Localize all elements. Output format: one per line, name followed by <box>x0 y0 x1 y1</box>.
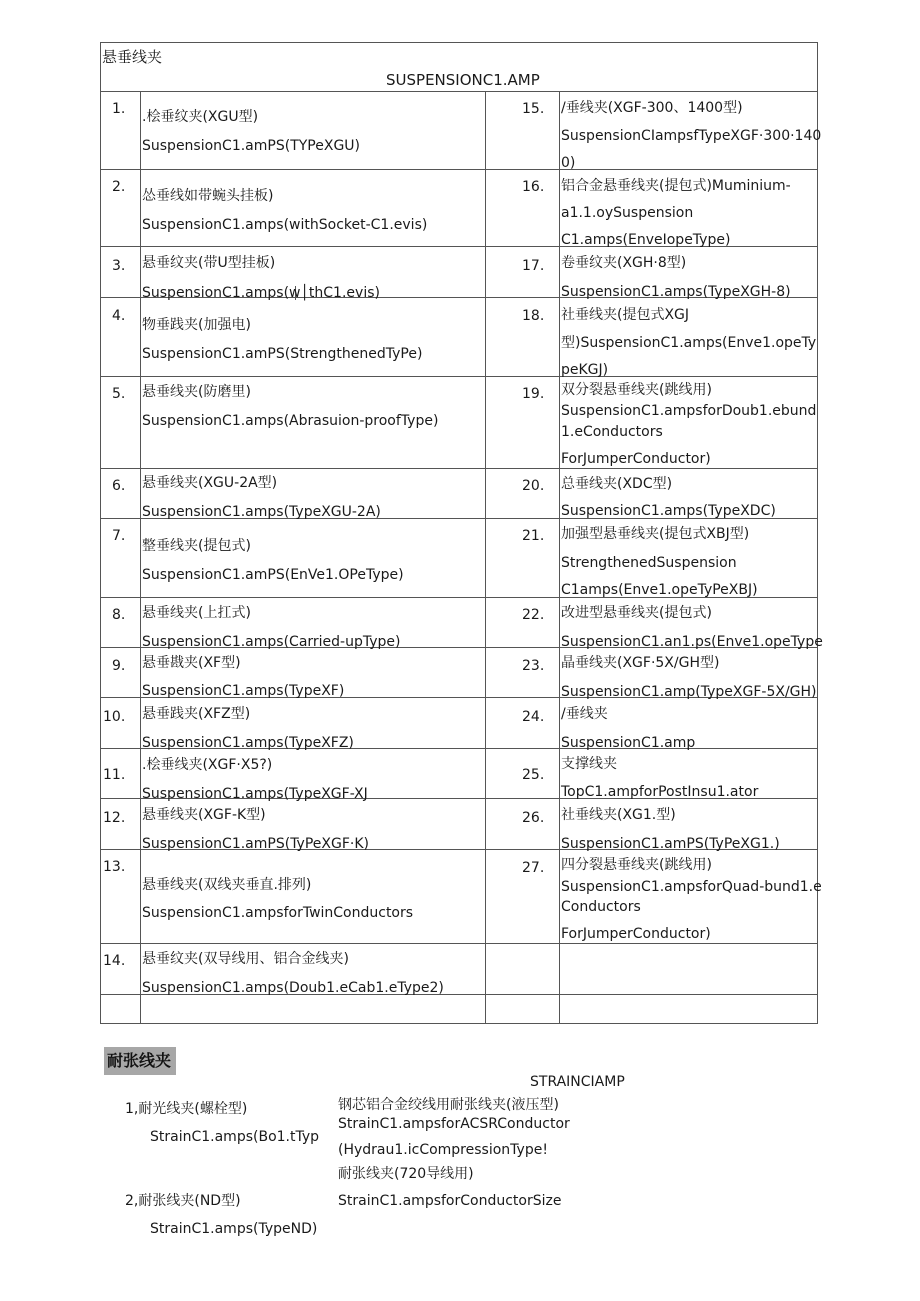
row-number: 27. <box>522 860 545 876</box>
clamp-name-en: SuspensionC1.amps(withSocket-C1.evis) <box>142 217 428 233</box>
row-number: 5. <box>112 386 126 402</box>
clamp-name-cn: 悬垂纹夹(带U型挂板) <box>142 255 276 271</box>
clamp-name-en: SuspensionC1.ampsforTwinConductors <box>142 905 414 921</box>
clamp-name-line: TopC1.ampforPostInsu1.ator <box>561 784 759 800</box>
clamp-name-line: 总垂线夹(XDC型) <box>561 476 673 492</box>
row-number: 4. <box>112 308 126 324</box>
strain-item-en: StrainC1.amps(TypeND) <box>150 1221 318 1237</box>
clamp-name-cn: 悬垂践夹(XFZ型) <box>142 706 251 722</box>
strain-title-en: STRAINCIAMP <box>530 1074 625 1090</box>
row-number: 6. <box>112 478 126 494</box>
clamp-name-en: SuspensionC1.amPS(EnVe1.OPeType) <box>142 567 404 583</box>
row-number: 18. <box>522 308 545 324</box>
clamp-name-line: 卷垂纹夹(XGH·8型) <box>561 255 687 271</box>
clamp-name-line: 加强型悬垂线夹(提包式XBJ型) <box>561 526 750 542</box>
table-divider <box>140 91 141 1024</box>
clamp-name-line: SuspensionC1.ampsforDoub1.ebund <box>561 403 817 419</box>
strain-desc-line: StrainC1.ampsforConductorSize <box>338 1193 562 1209</box>
clamp-name-line: ForJumperConductor) <box>561 926 711 942</box>
clamp-name-line: SuspensionCIampsfTypeXGF·300·140 <box>561 128 822 144</box>
clamp-name-cn: 悬垂线夹(上扛式) <box>142 605 251 621</box>
clamp-name-cn: 整垂线夹(提包式) <box>142 538 251 554</box>
clamp-name-line: SuspensionC1.amps(TypeXDC) <box>561 503 776 519</box>
clamp-name-line: 改进型悬垂线夹(提包式) <box>561 605 712 621</box>
clamp-name-cn: .桧垂纹夹(XGU型) <box>142 109 259 125</box>
clamp-name-line: SuspensionC1.amps(TypeXGH-8) <box>561 284 791 300</box>
row-number: 11. <box>103 767 126 783</box>
row-number: 23. <box>522 658 545 674</box>
table-divider <box>485 91 486 1024</box>
row-number: 19. <box>522 386 545 402</box>
clamp-name-line: SuspensionC1.ampsforQuad-bund1.e <box>561 879 822 895</box>
strain-desc-line: StrainC1.ampsforACSRConductor <box>338 1116 570 1132</box>
clamp-name-line: 铝合金悬垂线夹(提包式)Muminium- <box>561 178 791 194</box>
clamp-name-en: SuspensionC1.amps(Carried-upType) <box>142 634 401 650</box>
row-number: 20. <box>522 478 545 494</box>
clamp-name-cn: 悬垂线夹(防磨里) <box>142 384 251 400</box>
clamp-name-line: /垂线夹 <box>561 706 608 722</box>
strain-desc-line: 耐张线夹(720导线用) <box>338 1166 474 1182</box>
clamp-name-line: /垂线夹(XGF-300、1400型) <box>561 100 743 116</box>
table-divider <box>100 169 485 170</box>
clamp-name-en: SuspensionC1.amps(w│thC1.evis) <box>142 285 380 301</box>
clamp-name-en: SuspensionC1.amps(TypeXGU-2A) <box>142 504 381 520</box>
clamp-name-line: 型)SuspensionC1.amps(Enve1.opeTy <box>561 335 817 351</box>
clamp-name-cn: 悬垂线夹(XGU-2A型) <box>142 475 278 491</box>
row-number: 2. <box>112 179 126 195</box>
strain-label-text: 耐张线夹 <box>107 1051 172 1070</box>
strain-item-en: StrainC1.amps(Bo1.tTyp <box>150 1129 320 1145</box>
clamp-name-en: SuspensionC1.amps(Abrasuion-proofType) <box>142 413 439 429</box>
table-divider <box>100 943 818 944</box>
table-divider <box>485 169 818 170</box>
clamp-name-cn: 悬垂线夹(XGF-K型) <box>142 807 266 823</box>
row-number: 17. <box>522 258 545 274</box>
clamp-name-en: SuspensionC1.amPS(TyPeXGF·K) <box>142 836 369 852</box>
clamp-name-cn: 怂垂线如带蜿头挂板) <box>142 188 274 204</box>
strain-desc-line: 钢芯铝合金绞线用耐张线夹(液压型) <box>338 1097 559 1113</box>
row-number: 3. <box>112 258 126 274</box>
clamp-name-line: C1.amps(EnveIopeType) <box>561 232 731 248</box>
row-number: 25. <box>522 767 545 783</box>
clamp-name-cn: 悬垂纹夹(双导线用、铝合金线夹) <box>142 951 349 967</box>
row-number: 16. <box>522 179 545 195</box>
clamp-name-line: StrengthenedSuspension <box>561 555 737 571</box>
row-number: 24. <box>522 709 545 725</box>
clamp-name-en: SuspensionC1.amps(Doub1.eCab1.eType2) <box>142 980 444 996</box>
row-number: 13. <box>103 859 126 875</box>
clamp-name-en: SuspensionC1.amps(TypeXGF-XJ <box>142 786 368 802</box>
clamp-name-en: SuspensionC1.amps(TypeXF) <box>142 683 345 699</box>
clamp-name-line: 双分裂悬垂线夹(跳线用) <box>561 382 712 398</box>
section-title-cn: 悬垂线夹 <box>102 48 163 66</box>
clamp-name-line: 0) <box>561 155 576 171</box>
clamp-name-line: 支撑线夹 <box>561 756 617 772</box>
table-divider <box>100 376 485 377</box>
clamp-name-line: a1.1.oySuspension <box>561 205 694 221</box>
clamp-name-line: 社垂线夹(提包式XGJ <box>561 307 690 323</box>
table-divider <box>100 91 818 92</box>
row-number: 12. <box>103 810 126 826</box>
clamp-name-line: ForJumperConductor) <box>561 451 711 467</box>
clamp-name-line: 四分裂悬垂线夹(跳线用) <box>561 857 712 873</box>
row-number: 7. <box>112 528 126 544</box>
clamp-name-line: peKGJ) <box>561 362 609 378</box>
clamp-name-en: SuspensionC1.amPS(StrengthenedTyPe) <box>142 346 423 362</box>
clamp-name-en: SuspensionC1.amps(TypeXFZ) <box>142 735 354 751</box>
table-divider <box>100 468 818 469</box>
row-number: 9. <box>112 658 126 674</box>
table-divider <box>485 376 818 377</box>
table-divider <box>559 91 560 1024</box>
row-number: 10. <box>103 709 126 725</box>
clamp-name-en: SuspensionC1.amPS(TYPeXGU) <box>142 138 360 154</box>
row-number: 8. <box>112 607 126 623</box>
strain-desc-line: (Hydrau1.icCompressionType! <box>338 1142 548 1158</box>
table-divider <box>100 246 485 247</box>
strain-item-cn: 1,耐光线夹(螺栓型) <box>125 1101 248 1117</box>
row-number: 1. <box>112 101 126 117</box>
clamp-name-line: 1.eConductors <box>561 424 663 440</box>
clamp-name-cn: 悬垂线夹(双线夹垂直.排列) <box>142 877 312 893</box>
clamp-name-line: Conductors <box>561 899 641 915</box>
clamp-name-line: SuspensionC1.an1.ps(Enve1.opeType <box>561 634 823 650</box>
row-number: 26. <box>522 810 545 826</box>
row-number: 21. <box>522 528 545 544</box>
strain-section-label <box>104 1047 176 1075</box>
strain-item-cn: 2,耐张线夹(ND型) <box>125 1193 241 1209</box>
clamp-name-line: C1amps(Enve1.opeTyPeXBJ) <box>561 582 758 598</box>
row-number: 22. <box>522 607 545 623</box>
clamp-name-cn: 悬垂戡夹(XF型) <box>142 655 241 671</box>
clamp-name-cn: 物垂践夹(加强电) <box>142 317 251 333</box>
row-number: 15. <box>522 101 545 117</box>
clamp-name-cn: .桧垂线夹(XGF·X5?) <box>142 757 273 773</box>
clamp-name-line: SuspensionC1.amp(TypeXGF-5X∕GH) <box>561 684 817 700</box>
clamp-name-line: 晶垂线夹(XGF·5X∕GH型) <box>561 655 720 671</box>
clamp-name-line: SuspensionC1.amp <box>561 735 696 751</box>
row-number: 14. <box>103 953 126 969</box>
clamp-name-line: SuspensionC1.amPS(TyPeXG1.) <box>561 836 780 852</box>
clamp-name-line: 社垂线夹(XG1.型) <box>561 807 676 823</box>
section-title-en: SUSPENSIONC1.AMP <box>386 71 540 89</box>
